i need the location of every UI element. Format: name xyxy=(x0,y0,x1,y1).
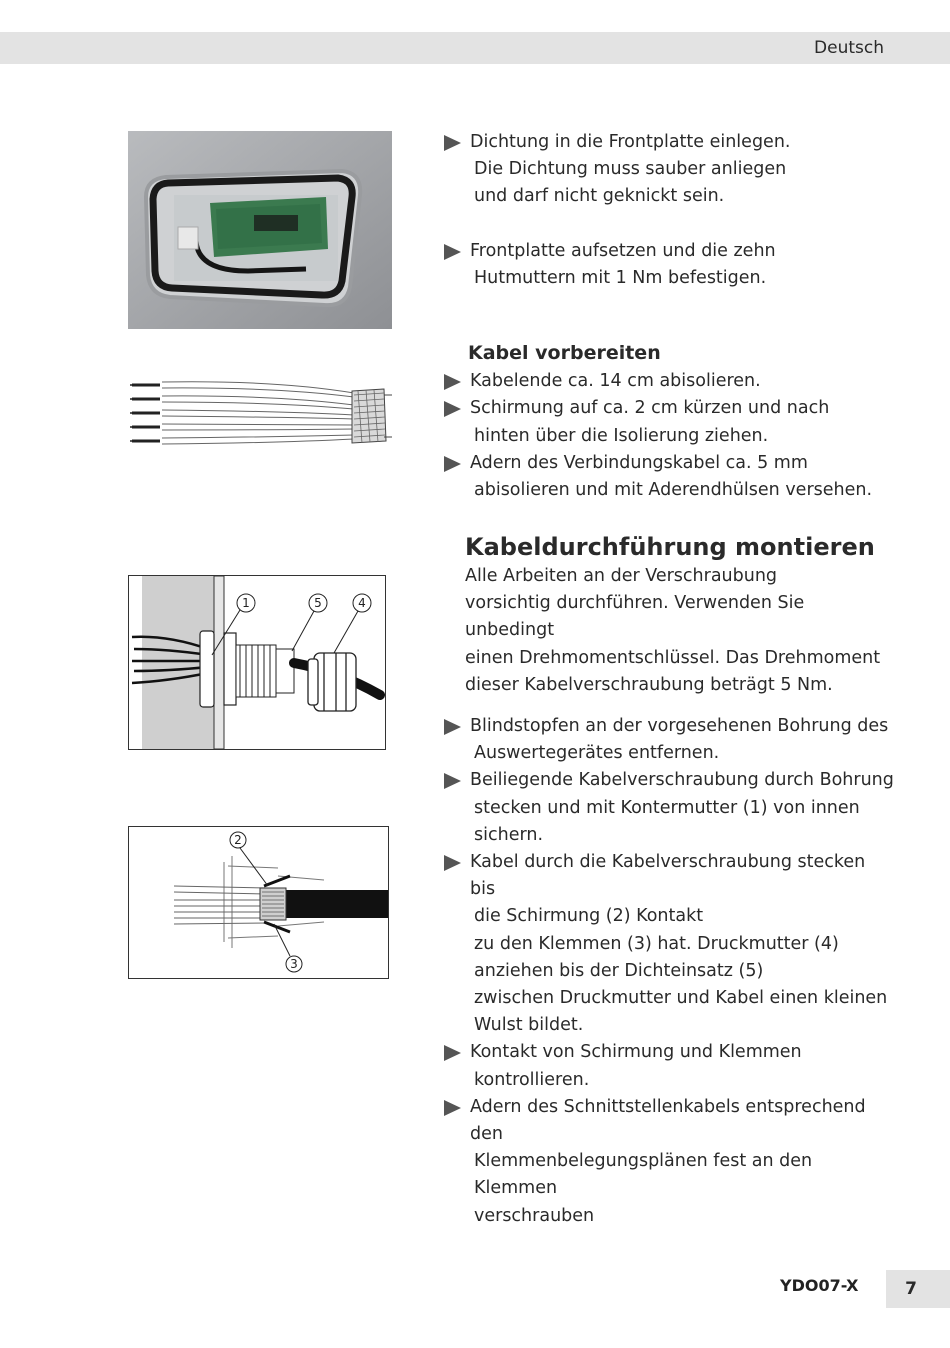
instruction-item: Beiliegende Kabelverschraubung durch Bohrung stecken und mit Kontermutter (1) von innen sichern. xyxy=(444,767,894,849)
document-code: YDO07-X xyxy=(780,1276,859,1295)
section-mount-cable-gland xyxy=(444,531,894,1230)
section-title: Kabeldurchführung montieren xyxy=(465,533,875,561)
arrow-bullet-icon xyxy=(444,855,461,871)
instruction-item: Frontplatte aufsetzen und die zehn Hutmuttern mit 1 Nm befestigen. xyxy=(444,238,894,292)
instruction-item: Kontakt von Schirmung und Klemmen kontrollieren. xyxy=(444,1039,894,1093)
section-heading: Kabel vorbereiten xyxy=(468,342,661,364)
instruction-item: Kabelende ca. 14 cm abisolieren. xyxy=(444,368,894,395)
shield-contact-drawing xyxy=(128,826,389,979)
arrow-bullet-icon xyxy=(444,719,461,735)
instruction-item: Blindstopfen an der vorgesehenen Bohrung des Auswertegerätes entfernen. xyxy=(444,713,894,767)
arrow-bullet-icon xyxy=(444,456,461,472)
arrow-bullet-icon xyxy=(444,401,461,417)
fig4-label-2: 2 xyxy=(234,833,242,847)
cable-gland-assembly-drawing xyxy=(128,575,386,750)
fig3-label-1: 1 xyxy=(242,596,250,610)
arrow-bullet-icon xyxy=(444,135,461,151)
page-number: 7 xyxy=(905,1279,917,1299)
arrow-bullet-icon xyxy=(444,374,461,390)
instruction-item: Dichtung in die Frontplatte einlegen. Die Dichtung muss sauber anliegen und darf nicht geknickt sein. xyxy=(444,129,894,211)
stripped-cable-drawing xyxy=(126,375,396,455)
instruction-item: Adern des Schnittstellenkabels entsprechend den Klemmenbelegungsplänen fest an den Klemmen verschrauben xyxy=(444,1094,894,1230)
instruction-item: Schirmung auf ca. 2 cm kürzen und nach hinten über die Isolierung ziehen. xyxy=(444,395,894,449)
arrow-bullet-icon xyxy=(444,773,461,789)
instruction-item: Kabel durch die Kabelverschraubung stecken bis die Schirmung (2) Kontakt zu den Klemmen (3) hat. Druckmutter (4) anziehen bis der Dichteinsatz (5) zwischen Druckmutter und Kabel einen kleinen Wulst bildet. xyxy=(444,849,894,1039)
section-intro: Alle Arbeiten an der Verschraubung vorsichtig durchführen. Verwenden Sie unbedingt einen Drehmomentschlüssel. Das Drehmoment dieser Kabelverschraubung beträgt 5 Nm. xyxy=(465,566,881,695)
fig4-label-3: 3 xyxy=(290,957,298,971)
fig3-label-4: 4 xyxy=(358,596,366,610)
fig3-label-5: 5 xyxy=(314,596,322,610)
header-language: Deutsch xyxy=(814,38,884,58)
arrow-bullet-icon xyxy=(444,244,461,260)
header-bar xyxy=(0,32,950,64)
section-prepare-cable xyxy=(444,340,894,504)
arrow-bullet-icon xyxy=(444,1045,461,1061)
front-panel-photo xyxy=(128,131,392,329)
arrow-bullet-icon xyxy=(444,1100,461,1116)
instruction-item: Adern des Verbindungskabel ca. 5 mm abisolieren und mit Aderendhülsen versehen. xyxy=(444,450,894,504)
section-front-panel xyxy=(444,129,894,292)
